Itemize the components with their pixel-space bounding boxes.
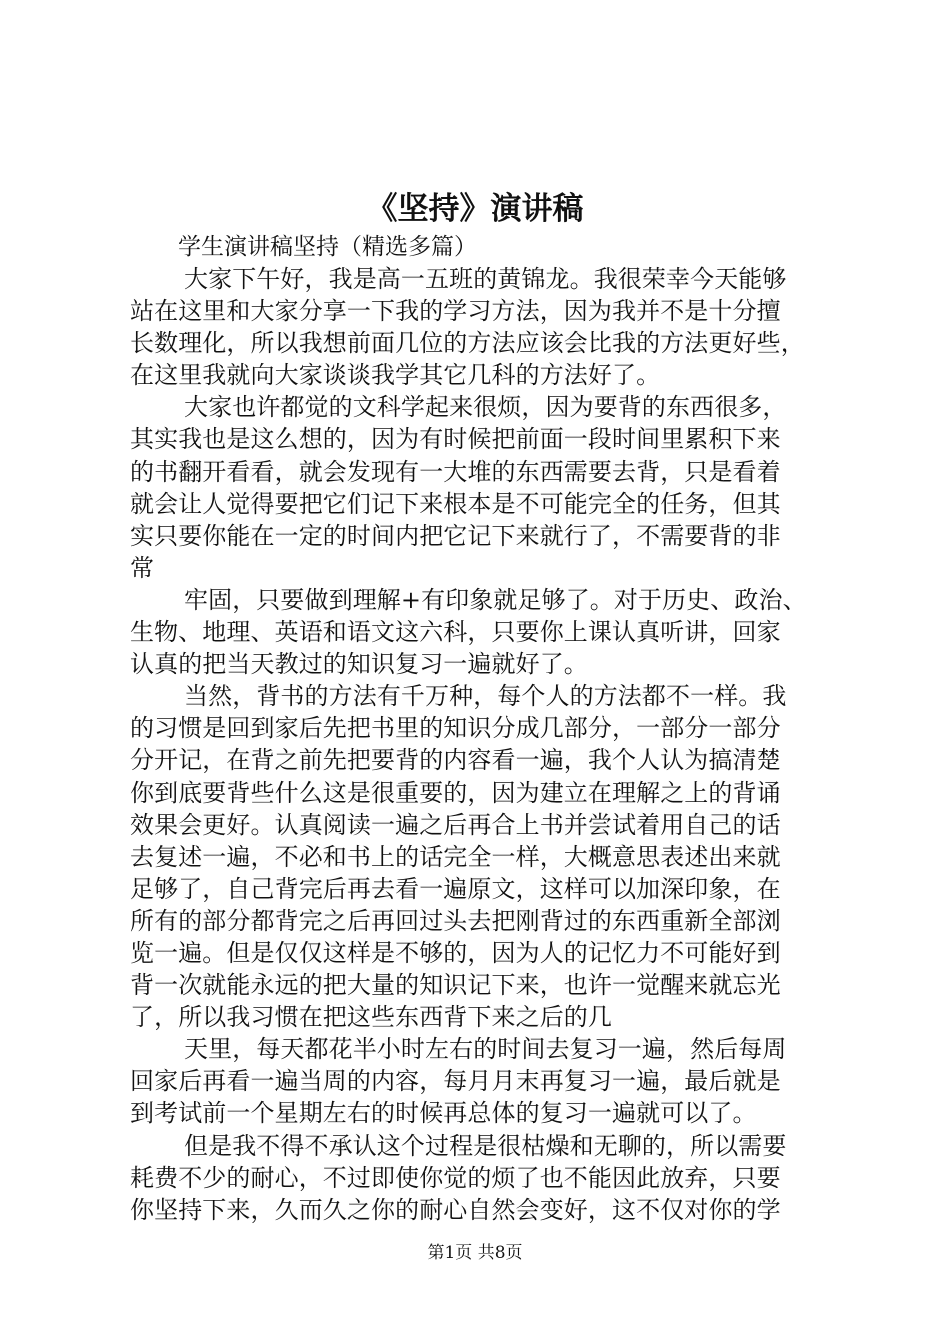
paragraph-line: 你坚持下来，久而久之你的耐心自然会变好，这不仅对你的学 <box>130 1195 781 1224</box>
paragraph-line: 览一遍。但是仅仅这样是不够的，因为人的记忆力不可能好到 <box>130 938 781 967</box>
document-title: 《坚持》演讲稿 <box>366 191 584 227</box>
paragraph-line: 天里，每天都花半小时左右的时间去复习一遍，然后每周 <box>184 1035 787 1064</box>
paragraph-line: 其实我也是这么想的，因为有时候把前面一段时间里累积下来 <box>130 425 781 454</box>
paragraph-line: 大家也许都觉的文科学起来很烦，因为要背的东西很多， <box>184 393 787 422</box>
paragraph-line: 所有的部分都背完之后再回过头去把刚背过的东西重新全部浏 <box>130 906 781 935</box>
paragraph-line: 耗费不少的耐心，不过即使你觉的烦了也不能因此放弃，只要 <box>130 1163 781 1192</box>
paragraph-line: 背一次就能永远的把大量的知识记下来，也许一觉醒来就忘光 <box>130 971 781 1000</box>
paragraph-line: 大家下午好，我是高一五班的黄锦龙。我很荣幸今天能够 <box>184 265 787 293</box>
paragraph-line: 实只要你能在一定的时间内把它记下来就行了，不需要背的非 <box>130 521 781 550</box>
paragraph-line: 生物、地理、英语和语文这六科，只要你上课认真听讲，回家 <box>130 618 781 647</box>
page-footer: 第1页 共8页 <box>427 1243 523 1263</box>
body-paragraph <box>130 680 830 1033</box>
paragraph-line: 去复述一遍，不必和书上的话完全一样，大概意思表述出来就 <box>130 842 781 871</box>
document-subtitle: 学生演讲稿坚持（精选多篇） <box>178 234 477 260</box>
body-paragraph <box>130 391 830 584</box>
body-paragraph <box>130 263 830 391</box>
paragraph-line: 分开记，在背之前先把要背的内容看一遍，我个人认为搞清楚 <box>130 746 781 775</box>
paragraph-line: 效果会更好。认真阅读一遍之后再合上书并尝试着用自己的话 <box>130 810 781 839</box>
paragraph-line: 牢固，只要做到理解+有印象就足够了。对于历史、政治、 <box>184 585 807 614</box>
body-paragraph <box>130 1130 830 1226</box>
body-paragraph <box>130 584 830 680</box>
document-body <box>130 232 830 1226</box>
paragraph-line: 站在这里和大家分享一下我的学习方法，因为我并不是十分擅 <box>130 297 781 326</box>
paragraph-line: 在这里我就向大家谈谈我学其它几科的方法好了。 <box>130 361 661 390</box>
paragraph-list <box>130 263 830 1226</box>
paragraph-line: 足够了，自己背完后再去看一遍原文，这样可以加深印象，在 <box>130 874 781 903</box>
paragraph-line: 常 <box>130 553 155 582</box>
paragraph-line: 了，所以我习惯在把这些东西背下来之后的几 <box>130 1003 612 1032</box>
paragraph-line: 长数理化，所以我想前面几位的方法应该会比我的方法更好些， <box>130 329 805 358</box>
body-paragraph <box>130 1033 830 1129</box>
paragraph-line: 的书翻开看看，就会发现有一大堆的东西需要去背，只是看着 <box>130 457 781 486</box>
paragraph-line: 的习惯是回到家后先把书里的知识分成几部分，一部分一部分 <box>130 714 781 743</box>
paragraph-line: 当然，背书的方法有千万种，每个人的方法都不一样。我 <box>184 682 787 711</box>
paragraph-line: 你到底要背些什么这是很重要的，因为建立在理解之上的背诵 <box>130 778 781 807</box>
paragraph-line: 到考试前一个星期左右的时候再总体的复习一遍就可以了。 <box>130 1099 757 1128</box>
paragraph-line: 回家后再看一遍当周的内容，每月月末再复习一遍，最后就是 <box>130 1067 781 1096</box>
paragraph-line: 就会让人觉得要把它们记下来根本是不可能完全的任务，但其 <box>130 489 781 518</box>
paragraph-line: 认真的把当天教过的知识复习一遍就好了。 <box>130 650 588 679</box>
paragraph-line: 但是我不得不承认这个过程是很枯燥和无聊的，所以需要 <box>184 1131 787 1160</box>
